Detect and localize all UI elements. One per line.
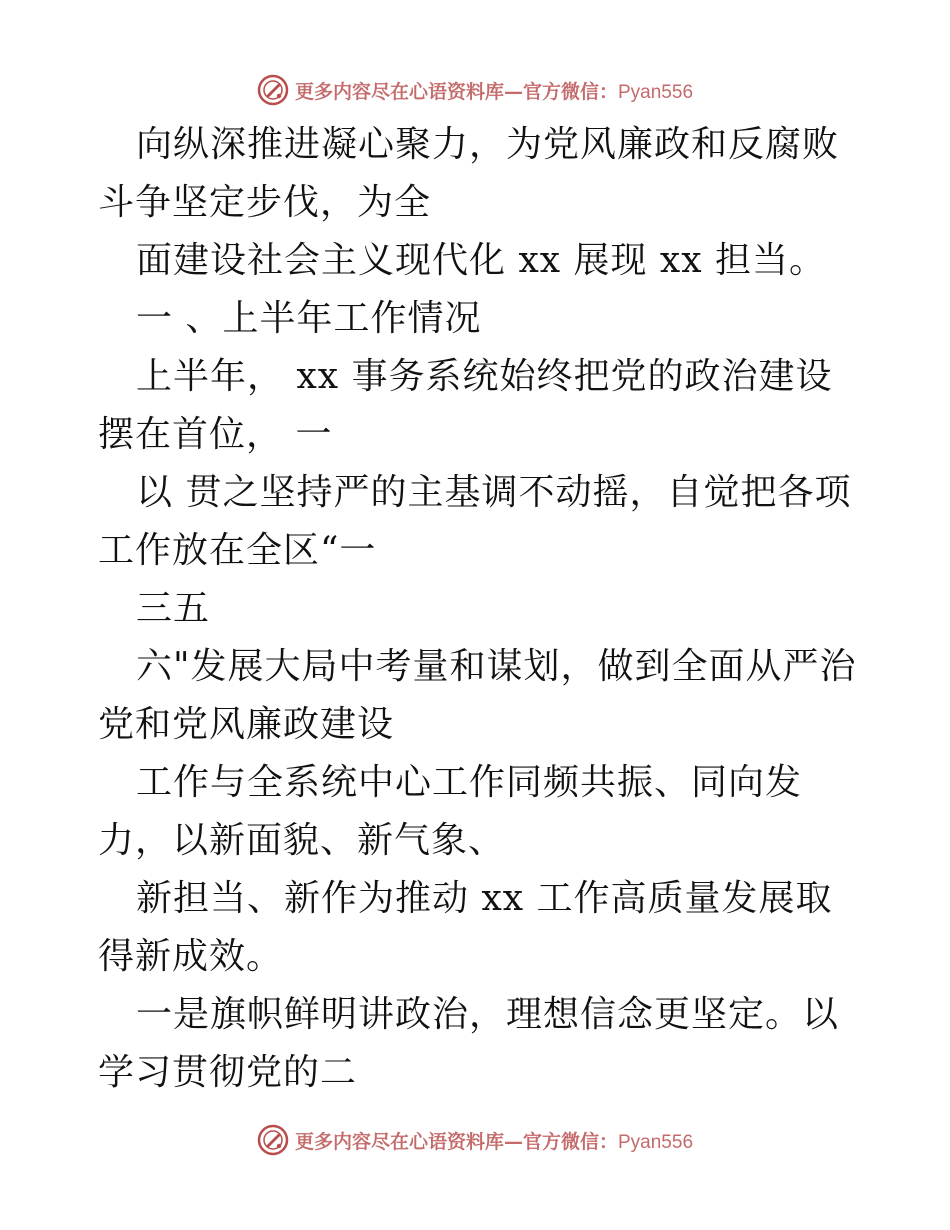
watermark-wechat-id: Pyan556	[618, 81, 694, 103]
paragraph: 上半年， xx 事务系统始终把党的政治建设摆在首位， 一	[98, 356, 833, 455]
paragraph: 新担当、新作为推动 xx 工作高质量发展取得新成效。	[98, 878, 833, 977]
paragraph: 六"发展大局中考量和谋划，做到全面从严治党和党风廉政建设	[98, 646, 857, 745]
seal-logo-icon	[257, 74, 289, 106]
watermark-dash: —	[503, 80, 523, 103]
document-body	[98, 116, 858, 1102]
watermark-brand: 更多内容尽在心语资料库	[294, 80, 504, 103]
seal-logo-icon	[257, 1124, 289, 1156]
paragraph: 三五	[136, 588, 211, 629]
footer-watermark	[0, 1120, 950, 1160]
watermark-wechat-label: 官方微信：	[522, 80, 618, 103]
paragraph: 向纵深推进凝心聚力，为党风廉政和反腐败斗争坚定步伐，为全	[98, 124, 840, 223]
header-watermark	[0, 70, 950, 110]
paragraph: 以 贯之坚持严的主基调不动摇，自觉把各项工作放在全区“一	[98, 472, 852, 571]
watermark-brand: 更多内容尽在心语资料库	[294, 1130, 504, 1153]
watermark-wechat-label: 官方微信：	[522, 1130, 618, 1153]
paragraph: 面建设社会主义现代化 xx 展现 xx 担当。	[136, 240, 826, 281]
paragraph: 一是旗帜鲜明讲政治，理想信念更坚定。以学习贯彻党的二	[98, 994, 840, 1093]
section-heading: 一 、上半年工作情况	[136, 298, 482, 339]
watermark-text	[295, 77, 693, 104]
watermark-text	[295, 1127, 693, 1154]
watermark-wechat-id: Pyan556	[618, 1131, 694, 1153]
watermark-dash: —	[503, 1130, 523, 1153]
paragraph: 工作与全系统中心工作同频共振、同向发力，以新面貌、新气象、	[98, 762, 803, 861]
